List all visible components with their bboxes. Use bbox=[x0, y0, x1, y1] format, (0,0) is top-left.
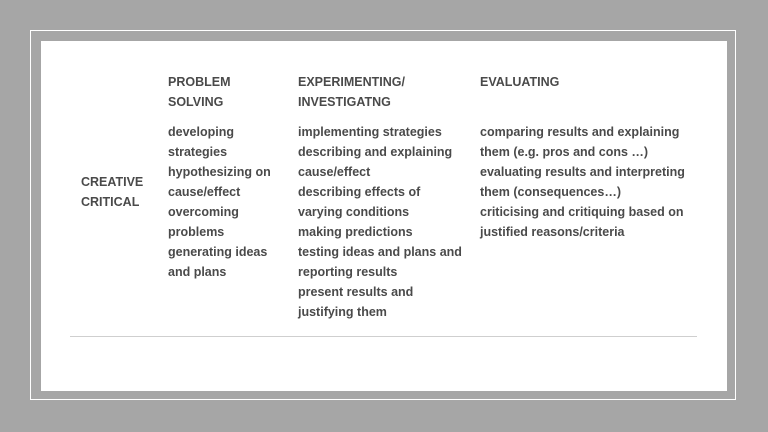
list-item: describing effects of bbox=[298, 185, 421, 199]
list-item: cause/effect bbox=[168, 185, 241, 199]
row-label bbox=[81, 172, 143, 212]
list-item: developing bbox=[168, 125, 234, 139]
header-evaluating: EVALUATING bbox=[480, 75, 560, 89]
list-item: problems bbox=[168, 225, 225, 239]
list-item: making predictions bbox=[298, 225, 413, 239]
list-item: criticising and critiquing based on bbox=[480, 205, 684, 219]
row-label-creative: CREATIVE bbox=[81, 175, 144, 189]
list-item: present results and bbox=[298, 285, 414, 299]
problem-solving-column bbox=[168, 122, 271, 282]
evaluating-column bbox=[480, 122, 685, 242]
list-item: them (consequences…) bbox=[480, 185, 622, 199]
list-item: describing and explaining bbox=[298, 145, 453, 159]
list-item: implementing strategies bbox=[298, 125, 442, 139]
list-item: them (e.g. pros and cons …) bbox=[480, 145, 649, 159]
list-item: and plans bbox=[168, 265, 227, 279]
list-item: justified reasons/criteria bbox=[480, 225, 625, 239]
bottom-divider bbox=[70, 336, 697, 337]
list-item: strategies bbox=[168, 145, 228, 159]
header-experimenting-investigating: EXPERIMENTING/ INVESTIGATNG bbox=[298, 75, 405, 109]
experimenting-column bbox=[298, 122, 462, 322]
list-item: hypothesizing on bbox=[168, 165, 271, 179]
list-item: overcoming bbox=[168, 205, 239, 219]
list-item: generating ideas bbox=[168, 245, 268, 259]
list-item: cause/effect bbox=[298, 165, 371, 179]
list-item: evaluating results and interpreting bbox=[480, 165, 685, 179]
header-problem-solving: PROBLEM SOLVING bbox=[168, 75, 231, 109]
row-label-critical: CRITICAL bbox=[81, 195, 140, 209]
list-item: justifying them bbox=[298, 305, 387, 319]
list-item: reporting results bbox=[298, 265, 398, 279]
list-item: comparing results and explaining bbox=[480, 125, 680, 139]
list-item: varying conditions bbox=[298, 205, 410, 219]
list-item: testing ideas and plans and bbox=[298, 245, 462, 259]
